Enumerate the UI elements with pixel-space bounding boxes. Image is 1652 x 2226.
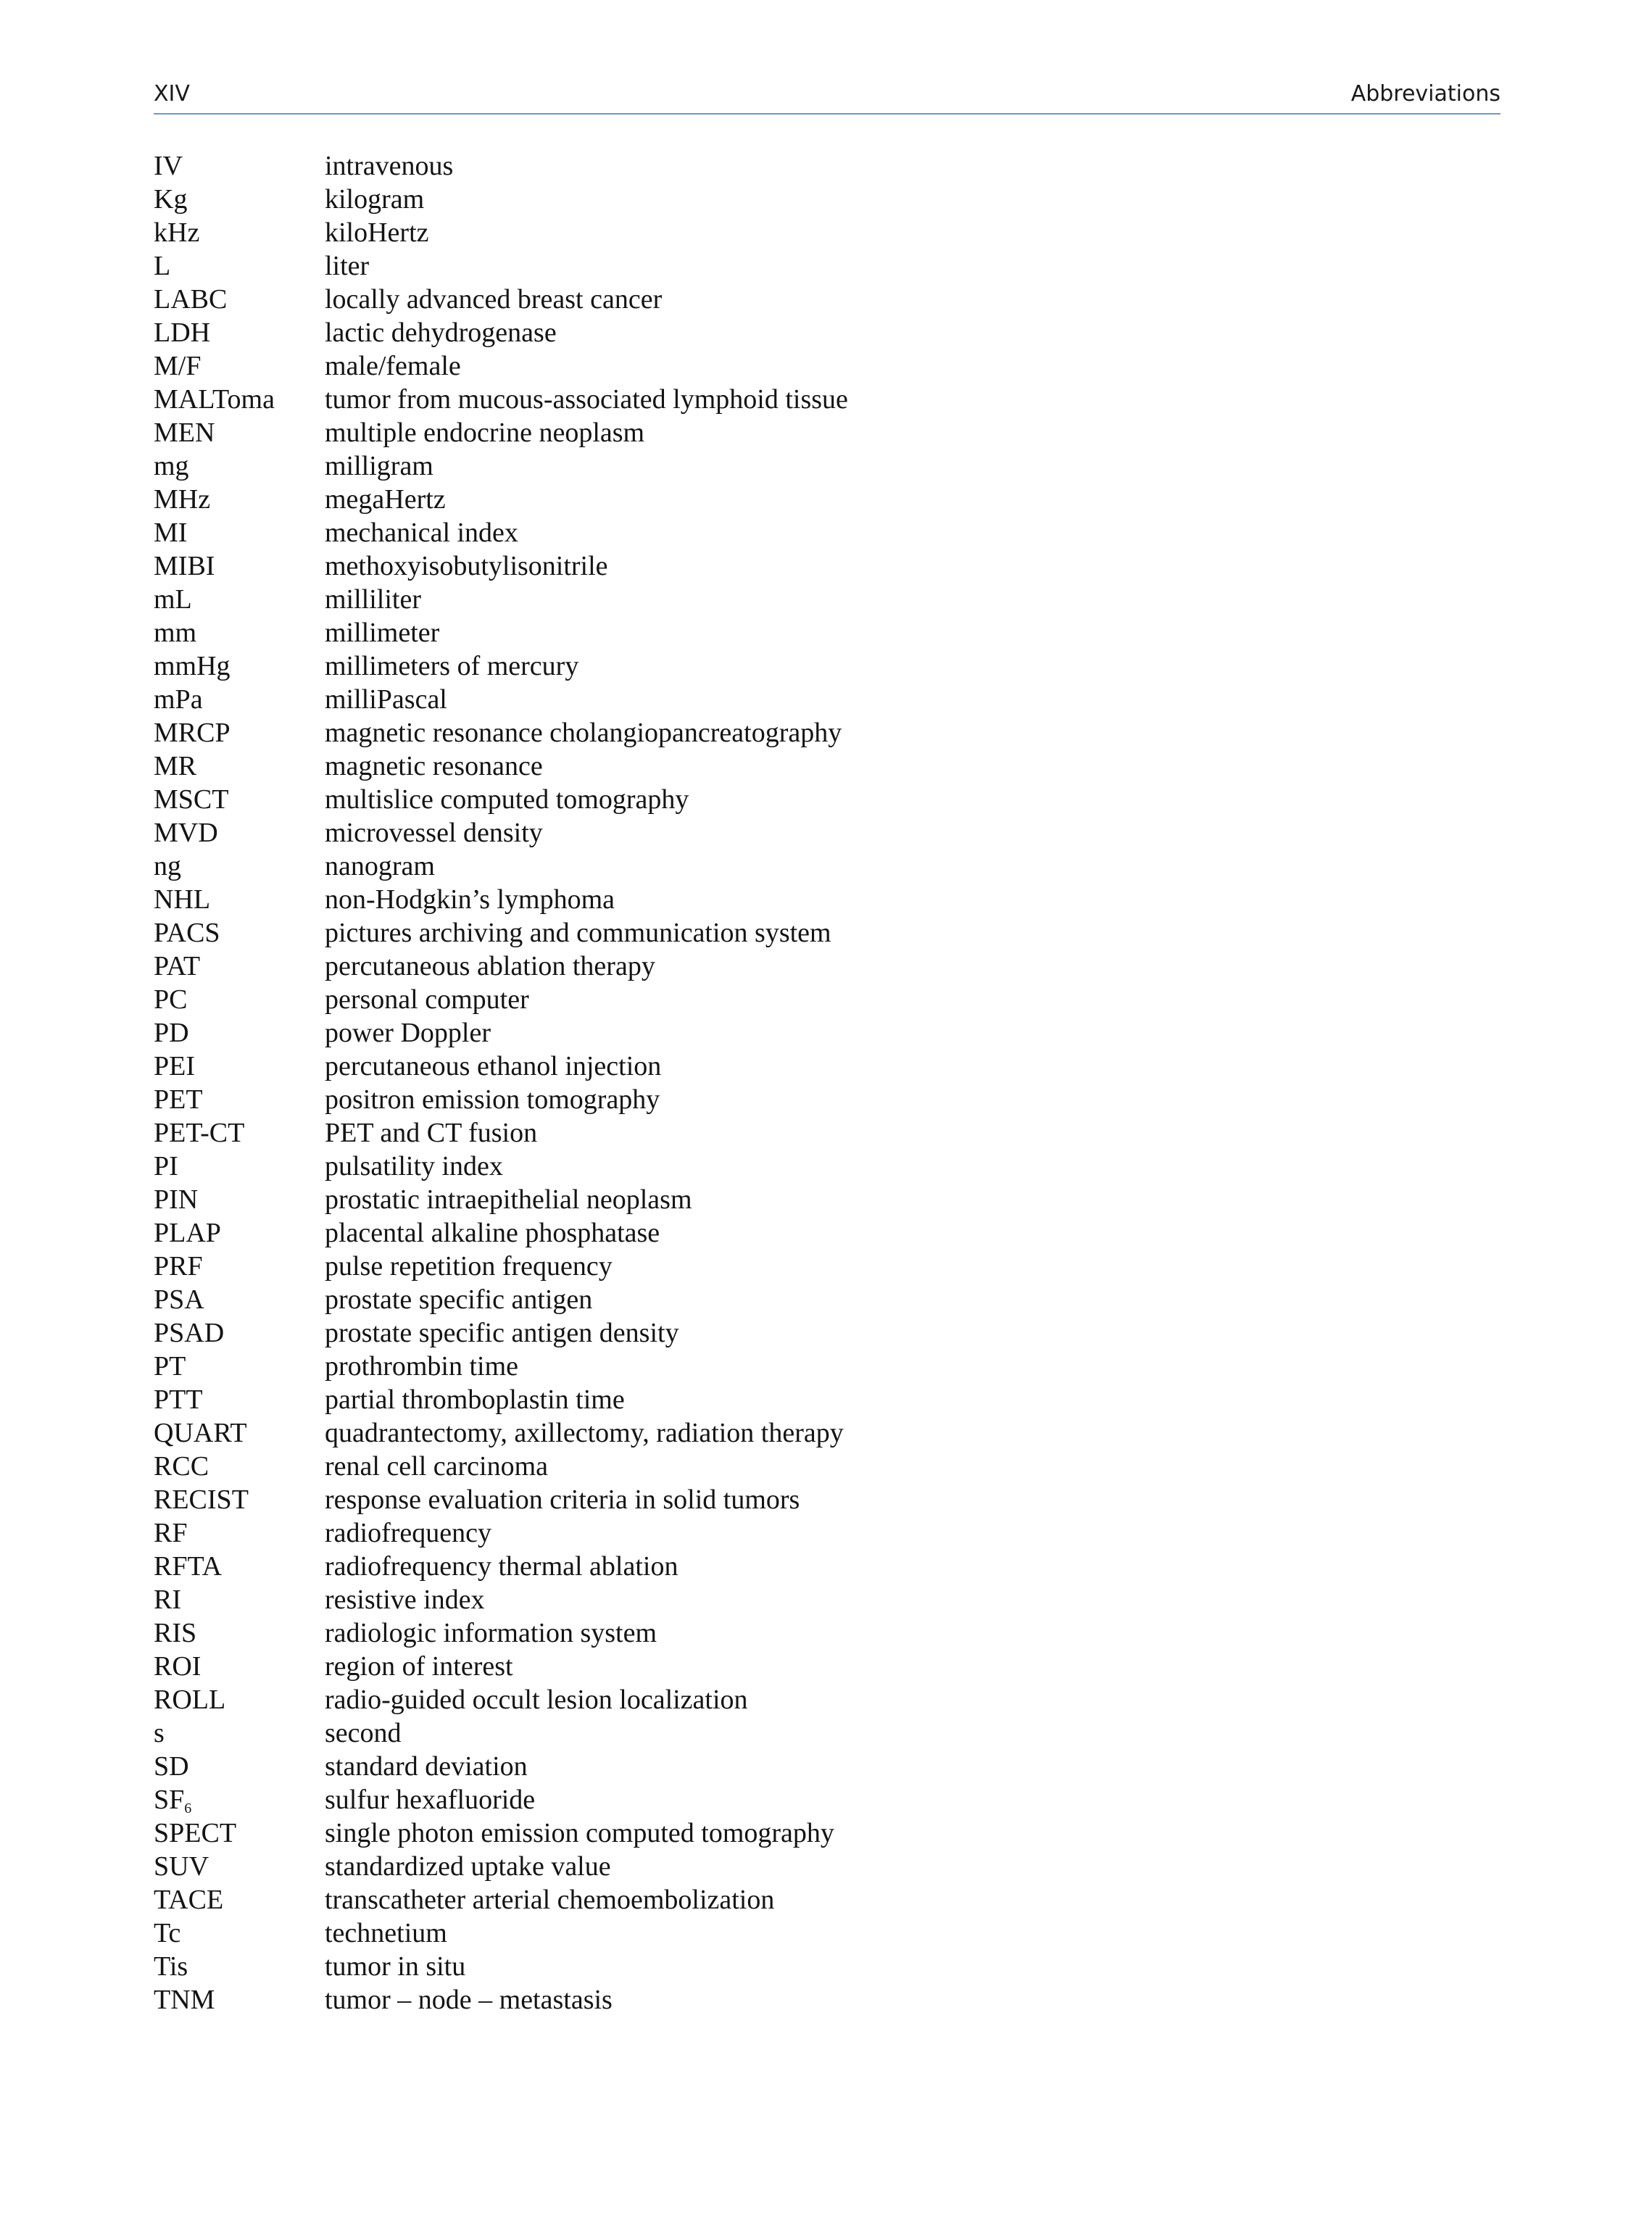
abbreviation-entry (154, 1950, 848, 1983)
abbreviation-term (154, 649, 325, 683)
abbreviation-term-text: MALToma (154, 384, 275, 415)
abbreviation-term-text: mg (154, 451, 189, 481)
abbreviation-term-text: MEN (154, 418, 215, 448)
abbreviation-term (154, 850, 325, 883)
abbreviation-term-text: mm (154, 618, 197, 648)
header-rule (154, 113, 1501, 115)
abbreviation-definition: kilogram (325, 184, 425, 215)
abbreviation-definition: prothrombin time (325, 1351, 519, 1382)
abbreviation-entry (154, 583, 848, 616)
abbreviation-entry (154, 1683, 848, 1716)
abbreviation-definition: positron emission tomography (325, 1084, 660, 1115)
abbreviation-entry (154, 850, 848, 883)
abbreviation-entry (154, 1583, 848, 1616)
abbreviation-term (154, 316, 325, 349)
abbreviation-term-text: PACS (154, 918, 220, 948)
abbreviation-term (154, 983, 325, 1016)
abbreviation-definition: technetium (325, 1918, 447, 1948)
abbreviation-entry (154, 1850, 848, 1883)
abbreviation-entry (154, 983, 848, 1016)
abbreviation-entry (154, 1550, 848, 1583)
abbreviation-definition: intravenous (325, 151, 454, 181)
abbreviation-definition: pulsatility index (325, 1151, 503, 1181)
abbreviation-entry (154, 549, 848, 583)
abbreviation-term-text: PD (154, 1018, 189, 1048)
abbreviation-term-text: SF (154, 1785, 185, 1815)
abbreviation-term (154, 916, 325, 950)
abbreviation-definition: sulfur hexafluoride (325, 1785, 536, 1815)
abbreviation-entry (154, 1883, 848, 1916)
abbreviation-entry (154, 916, 848, 950)
abbreviation-term (154, 1016, 325, 1050)
abbreviation-definition: magnetic resonance cholangiopancreatography (325, 718, 842, 748)
abbreviation-definition: milligram (325, 451, 433, 481)
abbreviation-entry (154, 649, 848, 683)
abbreviation-entry (154, 383, 848, 416)
abbreviation-definition: single photon emission computed tomography (325, 1818, 834, 1848)
abbreviation-term (154, 1950, 325, 1983)
abbreviation-entry (154, 449, 848, 483)
abbreviation-term-text: PC (154, 984, 188, 1015)
abbreviation-term (154, 1916, 325, 1950)
abbreviation-entry (154, 1116, 848, 1150)
abbreviation-definition: transcatheter arterial chemoembolization (325, 1885, 775, 1915)
abbreviation-definition: nanogram (325, 851, 435, 881)
abbreviation-term (154, 716, 325, 749)
abbreviation-term (154, 416, 325, 449)
abbreviation-entry (154, 183, 848, 216)
abbreviation-entry (154, 1250, 848, 1283)
abbreviation-entry (154, 249, 848, 283)
abbreviation-definition: millimeters of mercury (325, 651, 579, 681)
abbreviation-term (154, 950, 325, 983)
abbreviation-term-text: RF (154, 1518, 188, 1548)
abbreviation-term-text: PET-CT (154, 1118, 245, 1148)
abbreviation-term (154, 1350, 325, 1383)
abbreviation-term-text: Kg (154, 184, 188, 215)
abbreviation-term-text: PEI (154, 1051, 195, 1081)
abbreviation-term (154, 1516, 325, 1550)
abbreviation-term (154, 383, 325, 416)
abbreviation-entry (154, 1316, 848, 1350)
abbreviation-term-text: PET (154, 1084, 203, 1115)
abbreviation-term-text: ROLL (154, 1685, 226, 1715)
abbreviation-definition: percutaneous ethanol injection (325, 1051, 662, 1081)
abbreviation-entry (154, 1016, 848, 1050)
abbreviation-term (154, 1750, 325, 1783)
abbreviation-term (154, 1650, 325, 1683)
abbreviation-term-text: M/F (154, 351, 202, 381)
abbreviation-term (154, 1683, 325, 1716)
abbreviation-term (154, 1216, 325, 1250)
abbreviation-entry (154, 283, 848, 316)
abbreviation-term (154, 749, 325, 783)
running-header (154, 81, 1501, 115)
abbreviation-term-text: MR (154, 751, 197, 781)
abbreviation-definition: mechanical index (325, 518, 518, 548)
abbreviation-term (154, 683, 325, 716)
abbreviation-term (154, 816, 325, 850)
abbreviation-term-text: ng (154, 851, 181, 881)
abbreviation-definition: percutaneous ablation therapy (325, 951, 655, 981)
abbreviation-entry (154, 783, 848, 816)
abbreviation-entry (154, 816, 848, 850)
abbreviation-term-text: kHz (154, 217, 200, 248)
abbreviation-term (154, 1383, 325, 1416)
abbreviation-entry (154, 1983, 848, 2017)
abbreviation-entry (154, 149, 848, 183)
abbreviation-definition: multislice computed tomography (325, 784, 689, 815)
abbreviation-entry (154, 1216, 848, 1250)
abbreviation-entry (154, 1183, 848, 1216)
abbreviation-term-text: RIS (154, 1618, 197, 1648)
abbreviation-definition: placental alkaline phosphatase (325, 1218, 660, 1248)
abbreviation-definition: second (325, 1718, 402, 1748)
abbreviation-entry (154, 1716, 848, 1750)
abbreviation-definition: prostatic intraepithelial neoplasm (325, 1184, 692, 1215)
abbreviation-definition: PET and CT fusion (325, 1118, 538, 1148)
abbreviation-term-text: mPa (154, 684, 203, 715)
abbreviation-term (154, 283, 325, 316)
page-number: XIV (154, 81, 190, 107)
abbreviation-term (154, 1716, 325, 1750)
abbreviation-term-subscript: 6 (184, 1801, 192, 1816)
abbreviation-term (154, 1083, 325, 1116)
abbreviation-entry (154, 516, 848, 549)
abbreviation-term (154, 449, 325, 483)
abbreviation-term-text: SUV (154, 1851, 209, 1882)
abbreviation-definition: male/female (325, 351, 461, 381)
abbreviation-term (154, 249, 325, 283)
abbreviation-definition: quadrantectomy, axillectomy, radiation therapy (325, 1418, 844, 1448)
abbreviation-term (154, 616, 325, 649)
abbreviation-entry (154, 416, 848, 449)
abbreviation-definition: personal computer (325, 984, 529, 1015)
abbreviation-definition: renal cell carcinoma (325, 1451, 549, 1482)
abbreviation-definition: multiple endocrine neoplasm (325, 418, 645, 448)
abbreviation-term-text: PSA (154, 1284, 204, 1315)
abbreviation-term-text: NHL (154, 884, 211, 915)
abbreviation-term (154, 549, 325, 583)
abbreviation-entry (154, 1483, 848, 1516)
abbreviation-term (154, 1250, 325, 1283)
abbreviation-definition: radiofrequency (325, 1518, 491, 1548)
abbreviation-term-text: mmHg (154, 651, 231, 681)
abbreviation-definition: pulse repetition frequency (325, 1251, 613, 1282)
abbreviation-definition: tumor – node – metastasis (325, 1985, 613, 2015)
abbreviation-term-text: SPECT (154, 1818, 237, 1848)
abbreviation-term-text: Tc (154, 1918, 181, 1948)
abbreviation-term-text: MIBI (154, 551, 215, 581)
abbreviation-term (154, 1150, 325, 1183)
abbreviation-definition: liter (325, 251, 370, 281)
abbreviation-definition: milliliter (325, 584, 421, 615)
abbreviation-list (154, 149, 848, 2017)
abbreviation-definition: pictures archiving and communication system (325, 918, 831, 948)
abbreviation-entry (154, 1083, 848, 1116)
abbreviation-term-text: ROI (154, 1651, 202, 1682)
abbreviation-term-text: IV (154, 151, 183, 181)
abbreviation-term (154, 1283, 325, 1316)
abbreviation-entry (154, 1150, 848, 1183)
abbreviation-term-text: PT (154, 1351, 186, 1382)
abbreviation-entry (154, 716, 848, 749)
abbreviation-entry (154, 1916, 848, 1950)
section-title: Abbreviations (1350, 81, 1501, 107)
abbreviation-term-text: MRCP (154, 718, 231, 748)
abbreviation-term (154, 1416, 325, 1450)
abbreviation-definition: partial thromboplastin time (325, 1384, 625, 1415)
abbreviation-definition: response evaluation criteria in solid tumors (325, 1484, 800, 1515)
abbreviation-term (154, 1583, 325, 1616)
abbreviation-term-text: RCC (154, 1451, 209, 1482)
abbreviation-term (154, 149, 325, 183)
abbreviation-entry (154, 616, 848, 649)
abbreviation-definition: radio-guided occult lesion localization (325, 1685, 748, 1715)
abbreviation-definition: methoxyisobutylisonitrile (325, 551, 608, 581)
abbreviation-term-text: MSCT (154, 784, 229, 815)
abbreviation-definition: lactic dehydrogenase (325, 317, 557, 348)
abbreviation-definition: tumor in situ (325, 1951, 466, 1982)
abbreviation-term-text: PRF (154, 1251, 203, 1282)
abbreviation-definition: locally advanced breast cancer (325, 284, 663, 315)
abbreviation-term-text: TACE (154, 1885, 224, 1915)
abbreviation-term-text: MVD (154, 818, 218, 848)
abbreviation-definition: tumor from mucous-associated lymphoid tissue (325, 384, 848, 415)
abbreviation-term-text: PAT (154, 951, 201, 981)
abbreviation-term-text: LDH (154, 317, 211, 348)
abbreviation-term-text: SD (154, 1751, 189, 1782)
abbreviation-entry (154, 1816, 848, 1850)
abbreviation-term-text: Tis (154, 1951, 188, 1982)
abbreviation-term (154, 1783, 325, 1816)
abbreviation-entry (154, 1450, 848, 1483)
abbreviation-term-text: mL (154, 584, 192, 615)
abbreviation-term (154, 183, 325, 216)
abbreviation-term (154, 216, 325, 249)
abbreviation-entry (154, 1383, 848, 1416)
abbreviation-term (154, 1050, 325, 1083)
abbreviation-entry (154, 349, 848, 383)
abbreviation-definition: power Doppler (325, 1018, 491, 1048)
abbreviation-term (154, 516, 325, 549)
abbreviation-term (154, 1983, 325, 2017)
abbreviation-definition: magnetic resonance (325, 751, 543, 781)
abbreviation-definition: microvessel density (325, 818, 543, 848)
abbreviation-definition: region of interest (325, 1651, 513, 1682)
abbreviation-entry (154, 1650, 848, 1683)
abbreviation-term (154, 583, 325, 616)
abbreviation-entry (154, 216, 848, 249)
abbreviation-definition: non-Hodgkin’s lymphoma (325, 884, 615, 915)
abbreviation-definition: prostate specific antigen (325, 1284, 593, 1315)
abbreviation-definition: prostate specific antigen density (325, 1318, 679, 1348)
abbreviation-term (154, 783, 325, 816)
abbreviation-entry (154, 1616, 848, 1650)
abbreviation-entry (154, 683, 848, 716)
abbreviation-term (154, 1550, 325, 1583)
abbreviation-entry (154, 1516, 848, 1550)
abbreviation-entry (154, 1350, 848, 1383)
abbreviation-definition: milliPascal (325, 684, 447, 715)
abbreviation-entry (154, 316, 848, 349)
abbreviation-definition: kiloHertz (325, 217, 429, 248)
abbreviation-entry (154, 749, 848, 783)
abbreviation-term-text: RECIST (154, 1484, 249, 1515)
abbreviation-term (154, 1316, 325, 1350)
abbreviation-term (154, 1616, 325, 1650)
abbreviation-term-text: s (154, 1718, 165, 1748)
abbreviation-definition: standardized uptake value (325, 1851, 611, 1882)
abbreviation-term-text: PLAP (154, 1218, 221, 1248)
abbreviation-term-text: MHz (154, 484, 211, 515)
abbreviation-term-text: PSAD (154, 1318, 225, 1348)
abbreviation-entry (154, 1750, 848, 1783)
abbreviation-term-text: MI (154, 518, 188, 548)
abbreviation-term (154, 1450, 325, 1483)
abbreviation-definition: millimeter (325, 618, 440, 648)
abbreviation-term (154, 1816, 325, 1850)
abbreviation-term (154, 1483, 325, 1516)
abbreviation-term (154, 483, 325, 516)
abbreviation-entry (154, 483, 848, 516)
abbreviation-term-text: PIN (154, 1184, 199, 1215)
abbreviation-term (154, 1883, 325, 1916)
abbreviation-definition: radiofrequency thermal ablation (325, 1551, 678, 1582)
abbreviation-term-text: PTT (154, 1384, 203, 1415)
abbreviation-entry (154, 883, 848, 916)
abbreviation-entry (154, 1050, 848, 1083)
abbreviation-term-text: QUART (154, 1418, 247, 1448)
abbreviation-term-text: L (154, 251, 171, 281)
abbreviation-definition: resistive index (325, 1585, 485, 1615)
abbreviation-definition: radiologic information system (325, 1618, 657, 1648)
abbreviation-term-text: RI (154, 1585, 181, 1615)
abbreviation-term (154, 349, 325, 383)
abbreviation-term-text: RFTA (154, 1551, 223, 1582)
abbreviation-definition: megaHertz (325, 484, 446, 515)
abbreviation-term-text: PI (154, 1151, 178, 1181)
abbreviation-term-text: TNM (154, 1985, 215, 2015)
abbreviation-term (154, 1116, 325, 1150)
abbreviation-entry (154, 1783, 848, 1816)
abbreviation-entry (154, 950, 848, 983)
abbreviation-entry (154, 1283, 848, 1316)
abbreviation-term (154, 1850, 325, 1883)
abbreviation-entry (154, 1416, 848, 1450)
abbreviation-term-text: LABC (154, 284, 228, 315)
abbreviation-term (154, 1183, 325, 1216)
abbreviation-term (154, 883, 325, 916)
abbreviation-definition: standard deviation (325, 1751, 528, 1782)
